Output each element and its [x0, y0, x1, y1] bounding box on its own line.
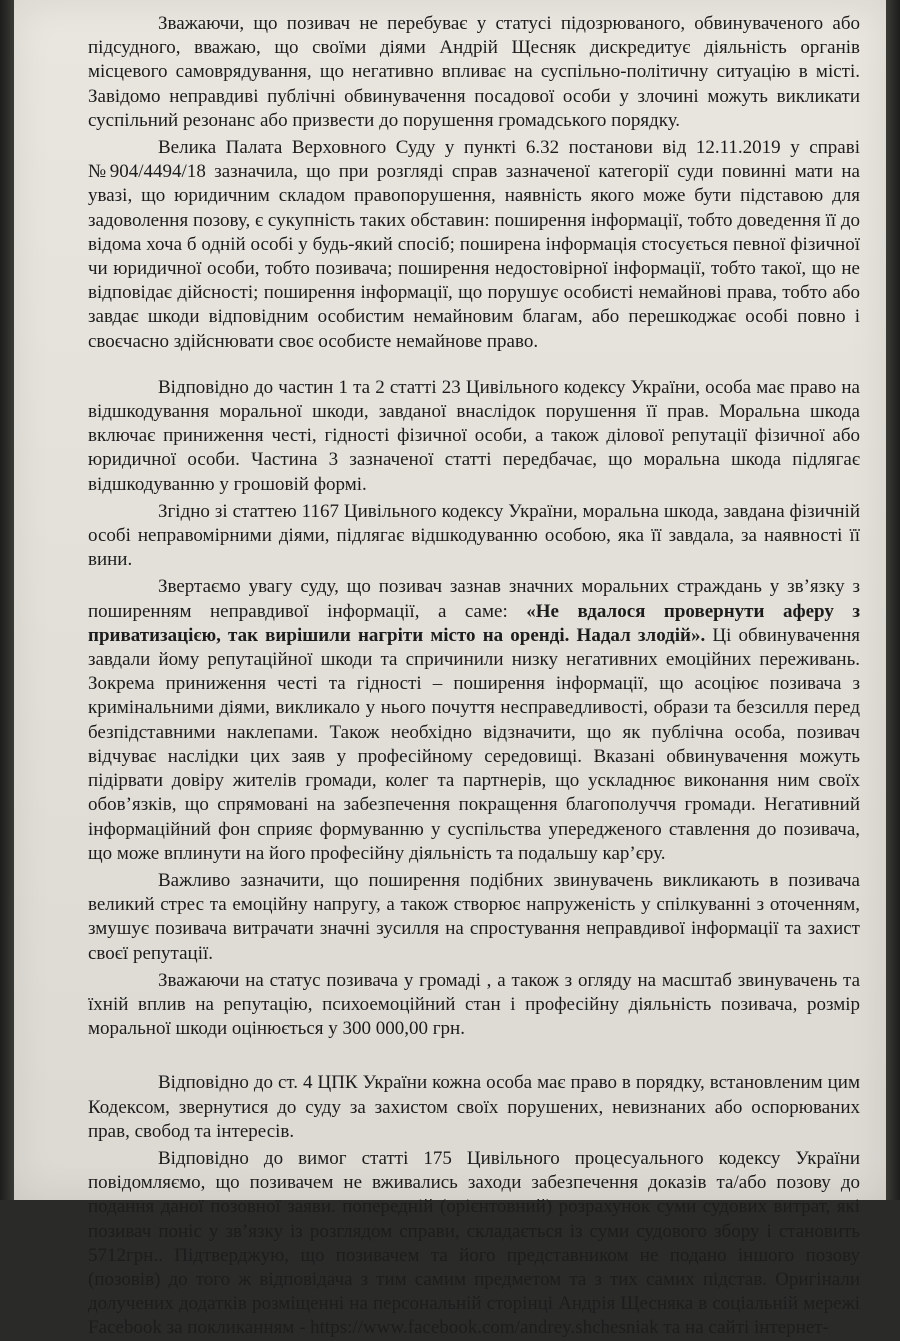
paragraph-7: Зважаючи на статус позивача у громаді , а також з огляду на масштаб звинувачень та їхній вплив на репутацію, психоемоційний стан і професійну діяльність позивача, розмір моральної шкоди оцінюється у 300 000,00 грн.	[88, 969, 860, 1040]
quoted-statement: «Не вдалося провернути аферу з приватизацією, так вирішили нагріти місто на оренді. Надал злодій».	[88, 600, 860, 646]
document-body	[88, 12, 860, 1341]
photo-edge-left	[0, 0, 14, 1200]
paragraph-8: Відповідно до ст. 4 ЦПК України кожна особа має право в порядку, встановленим цим Кодексом, звернутися до суду за захистом своїх порушених, невизнаних або оспорюваних прав, свобод та інтересів.	[88, 1072, 860, 1142]
paragraph-4: Згідно зі статтею 1167 Цивільного кодексу України, моральна шкода, завдана фізичній особі неправомірними діями, підлягає відшкодуванню особою, яка її завдала, за наявності її вини.	[88, 500, 860, 571]
paragraph-1: Зважаючи, що позивач не перебуває у статусі підозрюваного, обвинуваченого або підсудного, вважаю, що своїми діями Андрій Щесняк дискредитує діяльність органів місцевого самоврядування, що негативно впливає на суспільно-політичну ситуацію в місті. Завідомо неправдиві публічні обвинувачення посадової особи у злочині можуть викликати суспільний резонанс або призвести до порушення громадського порядку.	[88, 13, 860, 131]
document-page	[14, 0, 886, 1339]
paragraph-3: Відповідно до частин 1 та 2 статті 23 Цивільного кодексу України, особа має право на відшкодування моральної шкоди, завданої внаслідок порушення її прав. Моральна шкода включає приниження честі, гідності фізичної особи, а також ділової репутації фізичної або юридичної особи. Частина 3 зазначеної статті передбачає, що моральна шкода підлягає відшкодуванню у грошовій формі.	[88, 376, 860, 495]
paragraph-2: Велика Палата Верховного Суду у пункті 6.32 постанови від 12.11.2019 у справі №904/4494/18 зазначила, що при розгляді справ зазначеної категорії суди повинні мати на увазі, що юридичним складом правопорушення, наявність якого може бути підставою для задоволення позову, є сукупність таких обставин: поширення інформації, тобто доведення її до відома хоча б одній особі у будь-який спосіб; поширена інформація стосується певної фізичної чи юридичної особи, тобто позивача; поширення недостовірної інформації, тобто такої, що не відповідає дійсності; поширення інформації, що порушує особисті немайнові права, тобто або завдає шкоди відповідним особистим немайновим благам, або перешкоджає особі повно і своєчасно здійснювати своє особисте немайнове право.	[88, 137, 860, 352]
paragraph-5-rest: Ці обвинувачення завдали йому репутаційної шкоди та спричинили низку негативних емоційних переживань. Зокрема приниження честі та гідності – поширення інформації, що асоціює позивача з кримінальними діями, викликало у нього почуття несправедливості, образи та безсилля перед безпідставними наклепами. Також необхідно відзначити, що як публічна особа, позивач відчуває наслідки цих заяв у професійному середовищі. Вказані обвинувачення можуть підірвати довіру жителів громади, колег та партнерів, що ускладнює виконання ним своїх обов’язків, що спрямовані на забезпечення покращення благополуччя громади. Негативний інформаційний фон сприяє формуванню у суспільства упередженого ставлення до позивача, що може вплинути на його професійну діяльність та подальшу кар’єру.	[88, 624, 860, 864]
photo-edge-right	[886, 0, 900, 1200]
paragraph-5	[88, 575, 860, 865]
paragraph-6: Важливо зазначити, що поширення подібних звинувачень викликають в позивача великий стрес та емоційну напругу, а також створює напруженість у спілкуванні з оточенням, змушує позивача витрачати значні зусилля на спростування неправдивої інформації та захист своєї репутації.	[88, 869, 860, 964]
paragraph-5-intro: Звертаємо увагу суду, що позивач зазнав значних моральних страждань у зв’язку з поширенням неправдивої інформації, а саме:	[88, 576, 860, 622]
paragraph-9: Відповідно до вимог статті 175 Цивільного процесуального кодексу України повідомляємо, що позивачем не вживались заходи забезпечення доказів та/або позову до подання даної позовної заяви. попередній (орієнтовний) розрахунок суми судових витрат, які позивач поніс у зв’язку із розглядом справи, складається із суми судового збору і становить 5712грн.. Підтверджую, що позивачем та його представником не подано іншого позову (позовів) до того ж відповідача з тим самим предметом та з тих самих підстав. Оригінали долучених додатків розміщенні на персональній сторінці Андрія Щесняка в соціальній мережі Facebook за покликанням - https://www.facebook.com/andrey.shchesniak та на сайті інтернет-	[88, 1147, 860, 1339]
